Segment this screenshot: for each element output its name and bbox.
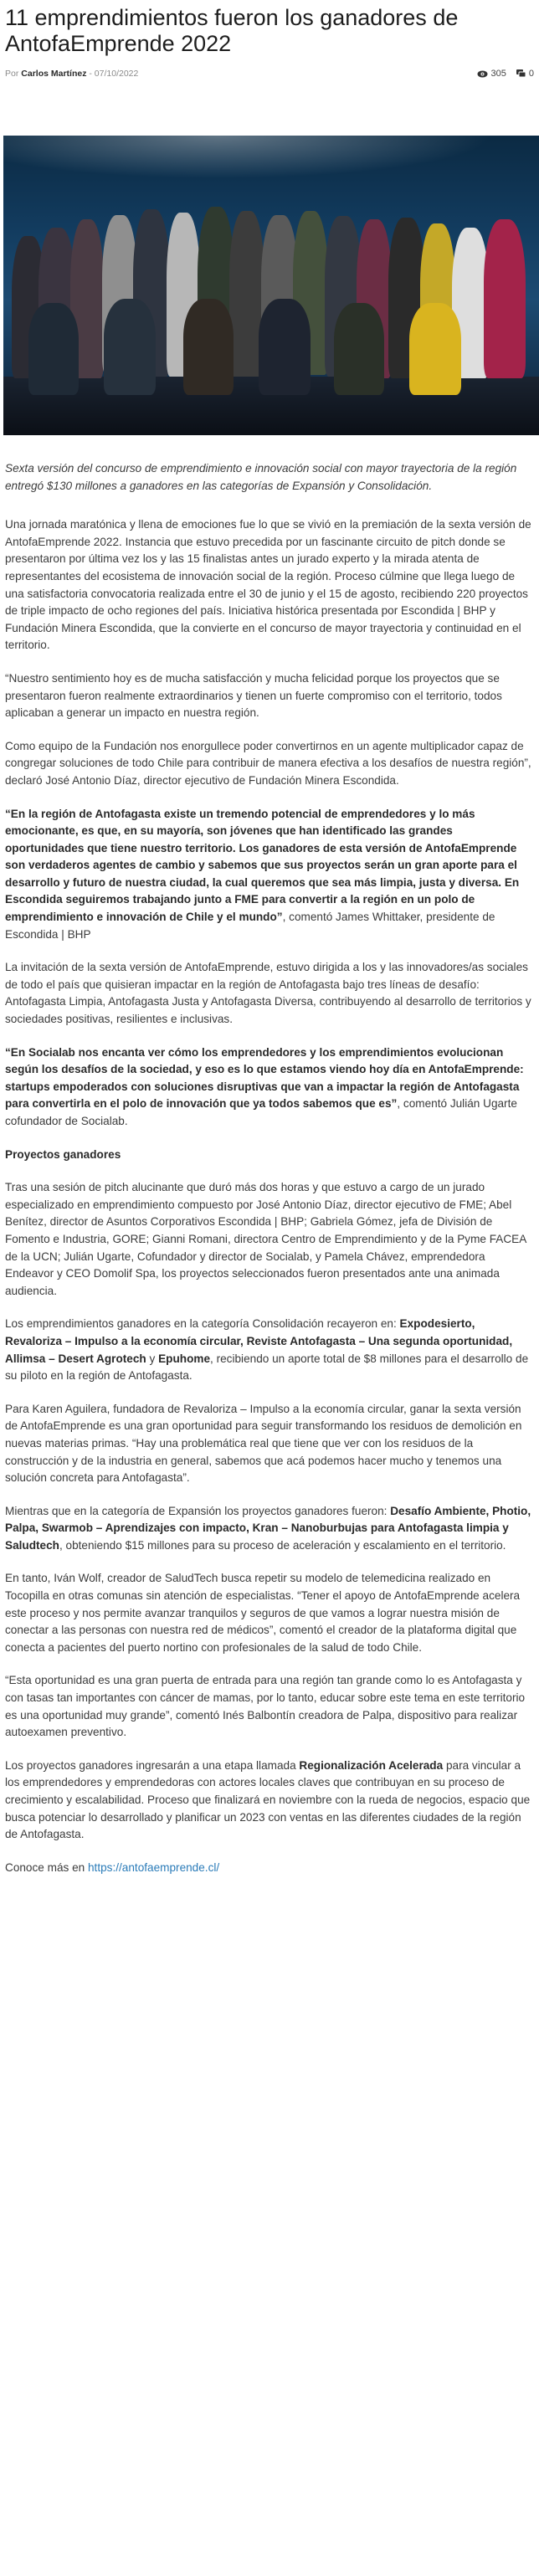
- text-span: y: [146, 1352, 159, 1365]
- paragraph: “Nuestro sentimiento hoy es de mucha satisfacción y mucha felicidad porque los proyectos que se presentaron fueron realmente extraordinarios y tienen un fuerte compromiso con el territorio, todos aplicaban a generar un impacto en nuestra región.: [5, 671, 502, 720]
- comments-count: 0: [528, 69, 534, 79]
- group-photo: [3, 136, 539, 435]
- text-span: , recibiendo un aporte total de $8 millones para el desarrollo de su piloto en la región de Antofagasta.: [5, 1352, 529, 1383]
- paragraph: “Esta oportunidad es una gran puerta de entrada para una región tan grande como lo es Antofagasta y con tasas tan importantes con cáncer de mamas, por lo tanto, educar sobre este tema en este territorio es una oportunidad muy grande”, comentó Inés Balbontín creadora de Palpa, dispositivo para realizar autoexamen preventivo.: [5, 1674, 526, 1739]
- person-figure: [259, 299, 311, 395]
- text-span: Los proyectos ganadores ingresarán a una etapa llamada: [5, 1758, 300, 1772]
- person-figure: [484, 219, 526, 378]
- byline: [5, 69, 138, 79]
- quote-attribution: , comentó Julián Ugarte cofundador de Socialab.: [5, 1097, 517, 1127]
- publish-date: 07/10/2022: [94, 69, 139, 80]
- comments-stat[interactable]: [516, 69, 534, 79]
- paragraph: [5, 1758, 532, 1844]
- paragraph: Tras una sesión de pitch alucinante que duró más dos horas y que estuvo a cargo de un jurado especializado en emprendimiento compuesto por José Antonio Díaz, director ejecutivo de FME; Abel Benítez, director de Asuntos Corporativos Escondida | BHP; Gabriela Gómez, jefa de División de Fomento e Industria, GORE; Gianni Romani, directora Centro de Emprendimiento y de la Pyme FACEA de la UCN; Julián Ugarte, Cofundador y director de Socialab, y Pamela Chávez, emprendedora Endeavor y CEO Domolif Spa, los proyectos seleccionados fueron presentados ante una animada audiencia.: [5, 1181, 526, 1297]
- paragraph: [5, 1860, 532, 1877]
- by-label: Por: [5, 69, 19, 80]
- paragraph: [5, 1503, 532, 1555]
- paragraph: [5, 1316, 532, 1384]
- text-span: Mientras que en la categoría de Expansión los proyectos ganadores fueron:: [5, 1504, 391, 1517]
- paragraph: Una jornada maratónica y llena de emociones fue lo que se vivió en la premiación de la sexta versión de AntofaEmprende 2022. Instancia que estuvo precedida por un fascinante circuito de pitch donde se presentaron por última vez los y las 15 finalistas antes un jurado experto y la mirada atenta de representantes del ecosistema de innovación social de la región. Proceso cúlmine que llega luego de una satisfactoria convocatoria realizada entre el 30 de junio y el 15 de agosto, recibiendo 220 proyectos de triple impacto de ocho regiones del país. Iniciativa histórica presentada por Escondida | BHP y Fundación Minera Escondida, que la convierte en el concurso de mayor trayectoria y continuidad en el territorio.: [5, 518, 531, 652]
- paragraph: [5, 1044, 532, 1131]
- person-figure: [104, 299, 156, 395]
- quote-bold: “En Socialab nos encanta ver cómo los emprendedores y los emprendimientos evolucionan según los desafíos de la sociedad, y eso es lo que estamos viendo hoy día en AntofaEmprende: startups empoderados con soluciones disruptivas que van a impactar la región de Antofagasta para convertirla en el polo de innovación que ya todos sabemos que es”: [5, 1045, 524, 1111]
- winners-bold: Epuhome: [158, 1352, 211, 1365]
- person-figure: [28, 303, 79, 395]
- article-container: [0, 5, 539, 435]
- paragraph: [5, 806, 532, 944]
- paragraph: Para Karen Aguilera, fundadora de Revaloriza – Impulso a la economía circular, ganar la sexta versión de AntofaEmprende es una gran oportunidad para seguir transformando los residuos de demolición en nuevas materias primas. “Hay una problemática real que tiene que ver con los residuos de la construcción y de la industria en general, sabemos que acá podemos hacer mucho y tenemos una solución concreta para Antofagasta”.: [5, 1402, 522, 1485]
- paragraph: Como equipo de la Fundación nos enorgullece poder convertirnos en un agente multiplicador capaz de congregar soluciones de todo Chile para contribuir de manera efectiva a los desafíos de nuestra región”, declaró José Antonio Díaz, director ejecutivo de Fundación Minera Escondida.: [5, 739, 531, 787]
- author-link[interactable]: Carlos Martínez: [21, 69, 87, 80]
- views-stat: [477, 69, 506, 79]
- person-figure: [334, 303, 384, 395]
- program-bold: Regionalización Acelerada: [299, 1758, 444, 1772]
- views-count: 305: [490, 69, 506, 79]
- date-separator: -: [89, 69, 92, 80]
- comment-icon: [516, 69, 526, 78]
- section-heading: Proyectos ganadores: [5, 1147, 121, 1161]
- text-span: para vincular a los emprendedores y emprendedoras con actores locales claves que contribuyan en su proceso de crecimiento y escalabilidad. Proceso que finalizará en noviembre con la rueda de negocios, espacio que busca potenciar lo desarrollado y planificar un 2023 con ventas en las diferentes ciudades de la región de Antofagasta.: [5, 1758, 531, 1841]
- article-title: 11 emprendimientos fueron los ganadores de AntofaEmprende 2022: [5, 5, 459, 56]
- winners-bold: Expodesierto, Revaloriza – Impulso a la economía circular, Reviste Antofagasta – Una segunda oportunidad, Allimsa – Desert Agrotech: [5, 1317, 513, 1365]
- article-lead: Sexta versión del concurso de emprendimiento e innovación social con mayor trayectoria de la región entregó $130 millones a ganadores en las categorías de Expansión y Consolidación.: [5, 462, 517, 492]
- text-span: , obteniendo $15 millones para su proceso de aceleración y escalamiento en el territorio.: [59, 1538, 506, 1552]
- eye-icon: [477, 70, 488, 78]
- quote-bold: “En la región de Antofagasta existe un tremendo potencial de emprendedores y lo más emocionante, es que, en su mayoría, son jóvenes que han identificado las grandes oportunidades que tiene nuestro territorio. Los ganadores de esta versión de AntofaEmprende son verdaderos agentes de cambio y sabemos que sus proyectos serán un gran aporte para el desarrollo y futuro de nuestra ciudad, la cual queremos que sea más limpia, justa y diversa. En Escondida seguiremos trabajando junto a FME para convertir a la región en un polo de emprendimiento e innovación de Chile y el mundo”: [5, 807, 520, 924]
- article-body: [0, 460, 539, 1876]
- text-span: Conoce más en: [5, 1860, 88, 1874]
- article-meta: [5, 65, 534, 82]
- text-span: Los emprendimientos ganadores en la categoría Consolidación recayeron en:: [5, 1317, 400, 1331]
- winners-bold: Desafío Ambiente, Photio, Palpa, Swarmob – Aprendizajes con impacto, Kran – Nanoburbujas para Antofagasta limpia y Saludtech: [5, 1504, 531, 1552]
- quote-attribution: , comentó James Whittaker, presidente de Escondida | BHP: [5, 911, 495, 941]
- paragraph: La invitación de la sexta versión de AntofaEmprende, estuvo dirigida a los y las innovadores/as sociales de todo el país que quisieran impactar en la región de Antofagasta bajo tres líneas de desafío: Antofagasta Limpia, Antofagasta Justa y Antofagasta Diversa, contribuyendo al desarrollo de territorios y sociedades positivas, resilientes e inclusivas.: [5, 961, 531, 1026]
- person-figure: [409, 303, 461, 395]
- paragraph: En tanto, Iván Wolf, creador de SaludTech busca repetir su modelo de telemedicina realizado en Tocopilla en otras comunas sin atención de especialistas. “Tener el apoyo de AntofaEmprende acelera este proceso y nos permite avanzar tranquilos y seguros de que vamos a lograr nuestra misión de conectar a las personas con nuestra red de médicos”, comentó el creador de la plataforma digital que conecta a pacientes del puerto nortino con profesionales de la salud de todo Chile.: [5, 1572, 521, 1654]
- article-stats: [477, 69, 534, 79]
- person-figure: [183, 299, 234, 395]
- antofaemprende-link[interactable]: https://antofaemprende.cl/: [88, 1860, 220, 1874]
